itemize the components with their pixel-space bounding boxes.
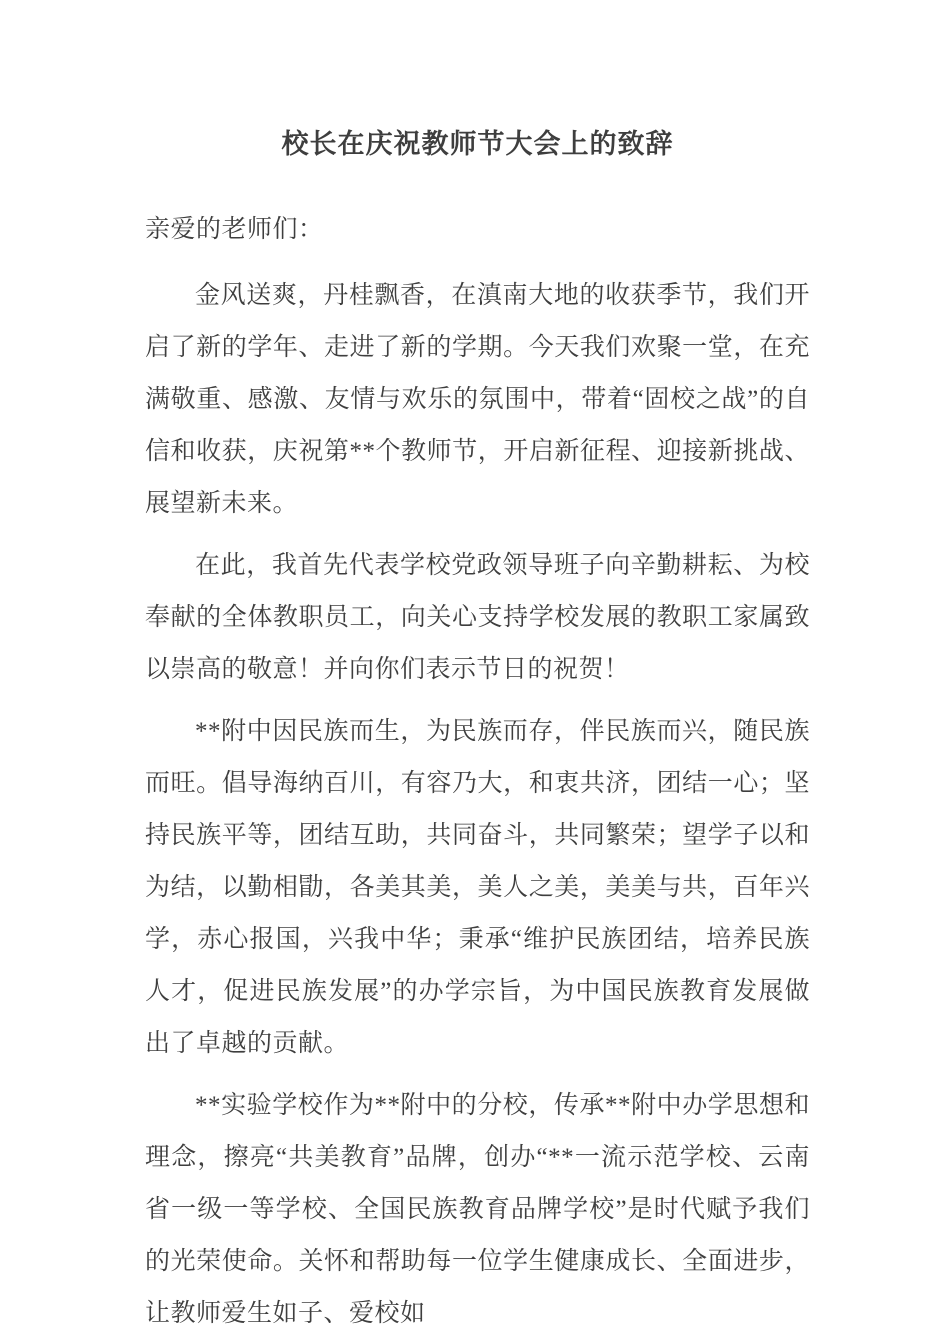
paragraph-2: 在此，我首先代表学校党政领导班子向辛勤耕耘、为校奉献的全体教职员工，向关心支持学校发展的教职工家属致以崇高的敬意！并向你们表示节日的祝贺！ xyxy=(145,552,810,683)
paragraph-4: **实验学校作为**附中的分校，传承**附中办学思想和理念，擦亮“共美教育”品牌，创办“**一流示范学校、云南省一级一等学校、全国民族教育品牌学校”是时代赋予我们的光荣使命。关怀和帮助每一位学生健康成长、全面进步，让教师爱生如子、爱校如 xyxy=(145,1092,810,1327)
paragraph-1: 金风送爽，丹桂飘香，在滇南大地的收获季节，我们开启了新的学年、走进了新的学期。今天我们欢聚一堂，在充满敬重、感激、友情与欢乐的氛围中，带着“固校之战”的自信和收获，庆祝第**个教师节，开启新征程、迎接新挑战、展望新未来。 xyxy=(145,282,810,517)
salutation-line: 亲爱的老师们： xyxy=(145,216,324,243)
paragraph-3: **附中因民族而生，为民族而存，伴民族而兴，随民族而旺。倡导海纳百川，有容乃大，和衷共济，团结一心；坚持民族平等，团结互助，共同奋斗，共同繁荣；望学子以和为结，以勤相勖，各美其美，美人之美，美美与共，百年兴学，赤心报国，兴我中华；秉承“维护民族团结，培养民族人才，促进民族发展”的办学宗旨，为中国民族教育发展做出了卓越的贡献。 xyxy=(145,718,810,1057)
document-content xyxy=(145,0,810,1344)
document-title: 校长在庆祝教师节大会上的致辞 xyxy=(281,129,674,159)
